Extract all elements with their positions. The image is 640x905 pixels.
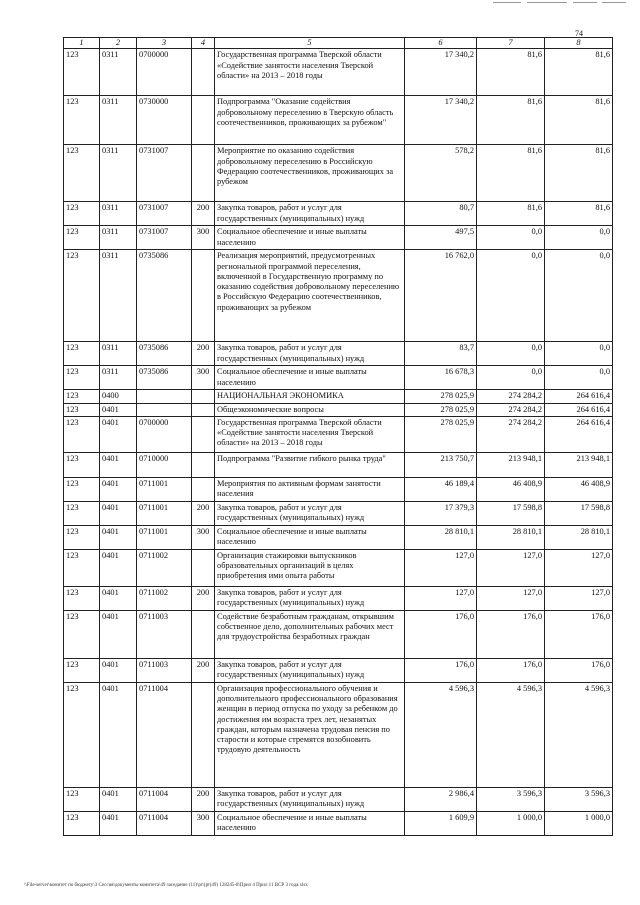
target-article-cell: 0711001 — [137, 525, 192, 549]
amount-2016-cell: 81,6 — [477, 145, 545, 202]
section-code-cell: 0401 — [100, 525, 137, 549]
expense-type-cell — [192, 403, 215, 416]
target-article-cell: 0735086 — [137, 366, 192, 390]
table-row — [64, 202, 613, 226]
admin-code-cell: 123 — [64, 342, 100, 366]
amount-2015-cell: 28 810,1 — [405, 525, 477, 549]
header-cell: 5 — [215, 38, 405, 49]
amount-2016-cell: 81,6 — [477, 202, 545, 226]
amount-2016-cell: 0,0 — [477, 366, 545, 390]
table-row — [64, 787, 613, 811]
target-article-cell: 0700000 — [137, 49, 192, 96]
amount-2017-cell: 1 000,0 — [545, 811, 613, 835]
target-article-cell — [137, 390, 192, 403]
section-code-cell: 0401 — [100, 477, 137, 501]
expense-type-cell — [192, 682, 215, 787]
amount-2015-cell: 127,0 — [405, 586, 477, 610]
item-name-cell: Государственная программа Тверской области «Содействие занятости населения Тверской области» на 2013 – 2018 годы — [215, 49, 405, 96]
expense-type-cell: 300 — [192, 226, 215, 250]
admin-code-cell: 123 — [64, 416, 100, 452]
target-article-cell: 0730000 — [137, 96, 192, 145]
expense-type-cell: 200 — [192, 658, 215, 682]
table-row — [64, 342, 613, 366]
amount-2016-cell: 0,0 — [477, 250, 545, 342]
amount-2015-cell: 278 025,9 — [405, 416, 477, 452]
admin-code-cell: 123 — [64, 202, 100, 226]
amount-2017-cell: 81,6 — [545, 96, 613, 145]
section-code-cell: 0401 — [100, 586, 137, 610]
expense-type-cell: 300 — [192, 366, 215, 390]
amount-2016-cell: 4 596,3 — [477, 682, 545, 787]
admin-code-cell: 123 — [64, 226, 100, 250]
admin-code-cell: 123 — [64, 586, 100, 610]
amount-2016-cell: 3 596,3 — [477, 787, 545, 811]
top-rule-2 — [527, 2, 567, 3]
amount-2017-cell: 127,0 — [545, 549, 613, 586]
item-name-cell: Закупка товаров, работ и услуг для государственных (муниципальных) нужд — [215, 342, 405, 366]
target-article-cell: 0711001 — [137, 477, 192, 501]
item-name-cell: Закупка товаров, работ и услуг для государственных (муниципальных) нужд — [215, 658, 405, 682]
amount-2017-cell: 81,6 — [545, 49, 613, 96]
amount-2015-cell: 83,7 — [405, 342, 477, 366]
target-article-cell: 0711004 — [137, 682, 192, 787]
table-row — [64, 586, 613, 610]
admin-code-cell: 123 — [64, 682, 100, 787]
item-name-cell: Социальное обеспечение и иные выплаты населению — [215, 366, 405, 390]
amount-2015-cell: 17 379,3 — [405, 501, 477, 525]
table-row — [64, 250, 613, 342]
section-code-cell: 0311 — [100, 202, 137, 226]
amount-2015-cell: 4 596,3 — [405, 682, 477, 787]
amount-2017-cell: 264 616,4 — [545, 403, 613, 416]
admin-code-cell: 123 — [64, 145, 100, 202]
table-row — [64, 610, 613, 658]
amount-2016-cell: 46 408,9 — [477, 477, 545, 501]
target-article-cell: 0731007 — [137, 226, 192, 250]
section-code-cell: 0311 — [100, 49, 137, 96]
amount-2016-cell: 1 000,0 — [477, 811, 545, 835]
admin-code-cell: 123 — [64, 403, 100, 416]
expense-type-cell — [192, 452, 215, 477]
item-name-cell: Организация профессионального обучения и дополнительного профессионального образования женщин в период отпуска по уходу за ребенком до достижения им возраста трех лет, незанятых граждан, которым назначена трудовая пенсия по старости и которые стремятся возобновить трудовую деятельность — [215, 682, 405, 787]
table-row — [64, 658, 613, 682]
section-code-cell: 0401 — [100, 416, 137, 452]
amount-2017-cell: 0,0 — [545, 342, 613, 366]
amount-2016-cell: 176,0 — [477, 610, 545, 658]
item-name-cell: Социальное обеспечение и иные выплаты населению — [215, 226, 405, 250]
expense-type-cell: 200 — [192, 787, 215, 811]
amount-2015-cell: 213 750,7 — [405, 452, 477, 477]
amount-2015-cell: 2 986,4 — [405, 787, 477, 811]
table-body — [64, 49, 613, 836]
amount-2017-cell: 0,0 — [545, 226, 613, 250]
amount-2016-cell: 274 284,2 — [477, 390, 545, 403]
header-cell: 2 — [100, 38, 137, 49]
item-name-cell: Мероприятия по активным формам занятости населения — [215, 477, 405, 501]
target-article-cell: 0711002 — [137, 549, 192, 586]
table-row — [64, 452, 613, 477]
item-name-cell: Содействие безработным гражданам, открывшим собственное дело, дополнительных рабочих мест для трудоустройства безработных граждан — [215, 610, 405, 658]
amount-2016-cell: 28 810,1 — [477, 525, 545, 549]
section-code-cell: 0401 — [100, 811, 137, 835]
admin-code-cell: 123 — [64, 549, 100, 586]
table-row — [64, 390, 613, 403]
item-name-cell: Организация стажировки выпускников образовательных организаций в целях приобретения ими опыта работы — [215, 549, 405, 586]
item-name-cell: Мероприятие по оказанию содействия добровольному переселению в Российскую Федерацию соотечественников, проживающих за рубежом — [215, 145, 405, 202]
admin-code-cell: 123 — [64, 811, 100, 835]
table-row — [64, 682, 613, 787]
expense-type-cell — [192, 250, 215, 342]
section-code-cell: 0401 — [100, 452, 137, 477]
amount-2015-cell: 578,2 — [405, 145, 477, 202]
amount-2016-cell: 81,6 — [477, 96, 545, 145]
section-code-cell: 0401 — [100, 549, 137, 586]
amount-2017-cell: 4 596,3 — [545, 682, 613, 787]
amount-2017-cell: 264 616,4 — [545, 390, 613, 403]
admin-code-cell: 123 — [64, 501, 100, 525]
table-row — [64, 525, 613, 549]
amount-2015-cell: 16 762,0 — [405, 250, 477, 342]
admin-code-cell: 123 — [64, 477, 100, 501]
top-rule-3 — [573, 2, 597, 3]
section-code-cell: 0311 — [100, 226, 137, 250]
header-cell: 8 — [545, 38, 613, 49]
amount-2016-cell: 274 284,2 — [477, 403, 545, 416]
item-name-cell: Закупка товаров, работ и услуг для государственных (муниципальных) нужд — [215, 202, 405, 226]
amount-2015-cell: 127,0 — [405, 549, 477, 586]
section-code-cell: 0311 — [100, 250, 137, 342]
header-cell: 7 — [477, 38, 545, 49]
amount-2015-cell: 278 025,9 — [405, 390, 477, 403]
admin-code-cell: 123 — [64, 250, 100, 342]
amount-2015-cell: 46 189,4 — [405, 477, 477, 501]
expense-type-cell — [192, 390, 215, 403]
section-code-cell: 0311 — [100, 96, 137, 145]
footer-file-path: \\File-server\комитет по бюджету\3 Сессия\документы комитета\49 заседание (11)\pr\(pr(49) 128245-8\Прил 4 Прил 11 ВСР 3 года.xlsx — [24, 883, 308, 888]
header-row — [64, 38, 613, 49]
amount-2015-cell: 176,0 — [405, 658, 477, 682]
admin-code-cell: 123 — [64, 658, 100, 682]
admin-code-cell: 123 — [64, 452, 100, 477]
header-cell: 6 — [405, 38, 477, 49]
amount-2017-cell: 213 948,1 — [545, 452, 613, 477]
amount-2015-cell: 278 025,9 — [405, 403, 477, 416]
section-code-cell: 0401 — [100, 610, 137, 658]
table-row — [64, 49, 613, 96]
top-rule-4 — [602, 2, 626, 3]
amount-2017-cell: 28 810,1 — [545, 525, 613, 549]
admin-code-cell: 123 — [64, 366, 100, 390]
page-number: 74 — [575, 29, 583, 38]
admin-code-cell: 123 — [64, 49, 100, 96]
target-article-cell: 0710000 — [137, 452, 192, 477]
table-row — [64, 226, 613, 250]
target-article-cell: 0711003 — [137, 610, 192, 658]
header-cell: 3 — [137, 38, 192, 49]
amount-2017-cell: 81,6 — [545, 145, 613, 202]
expense-type-cell: 300 — [192, 811, 215, 835]
item-name-cell: Реализация мероприятий, предусмотренных региональной программой переселения, включенной в Государственную программу по оказанию содействия добровольному переселению в Российскую Федерацию соотечественников, проживающих за рубежом — [215, 250, 405, 342]
amount-2017-cell: 264 616,4 — [545, 416, 613, 452]
section-code-cell: 0400 — [100, 390, 137, 403]
item-name-cell: Государственная программа Тверской области «Содействие занятости населения Тверской области» на 2013 – 2018 годы — [215, 416, 405, 452]
amount-2015-cell: 176,0 — [405, 610, 477, 658]
top-rule-1 — [493, 2, 521, 3]
amount-2016-cell: 0,0 — [477, 342, 545, 366]
target-article-cell: 0711004 — [137, 811, 192, 835]
amount-2017-cell: 0,0 — [545, 366, 613, 390]
target-article-cell: 0700000 — [137, 416, 192, 452]
target-article-cell: 0735086 — [137, 342, 192, 366]
target-article-cell: 0711003 — [137, 658, 192, 682]
amount-2017-cell: 176,0 — [545, 610, 613, 658]
header-cell: 1 — [64, 38, 100, 49]
amount-2017-cell: 0,0 — [545, 250, 613, 342]
admin-code-cell: 123 — [64, 787, 100, 811]
item-name-cell: Закупка товаров, работ и услуг для государственных (муниципальных) нужд — [215, 501, 405, 525]
amount-2015-cell: 16 678,3 — [405, 366, 477, 390]
expense-type-cell — [192, 610, 215, 658]
section-code-cell: 0311 — [100, 145, 137, 202]
section-code-cell: 0401 — [100, 403, 137, 416]
amount-2016-cell: 274 284,2 — [477, 416, 545, 452]
amount-2015-cell: 17 340,2 — [405, 49, 477, 96]
section-code-cell: 0401 — [100, 682, 137, 787]
amount-2016-cell: 127,0 — [477, 549, 545, 586]
section-code-cell: 0401 — [100, 658, 137, 682]
expense-type-cell — [192, 145, 215, 202]
header-cell: 4 — [192, 38, 215, 49]
item-name-cell: Закупка товаров, работ и услуг для государственных (муниципальных) нужд — [215, 787, 405, 811]
target-article-cell: 0711002 — [137, 586, 192, 610]
item-name-cell: Подпрограмма "Оказание содействия добровольному переселению в Тверскую область соотечественников, проживающих за рубежом" — [215, 96, 405, 145]
amount-2017-cell: 17 598,8 — [545, 501, 613, 525]
item-name-cell: Подпрограмма "Развитие гибкого рынка труда" — [215, 452, 405, 477]
expense-type-cell — [192, 477, 215, 501]
admin-code-cell: 123 — [64, 610, 100, 658]
expense-type-cell: 200 — [192, 202, 215, 226]
amount-2017-cell: 127,0 — [545, 586, 613, 610]
table-row — [64, 549, 613, 586]
amount-2015-cell: 80,7 — [405, 202, 477, 226]
amount-2017-cell: 46 408,9 — [545, 477, 613, 501]
table-row — [64, 811, 613, 835]
target-article-cell: 0711004 — [137, 787, 192, 811]
target-article-cell — [137, 403, 192, 416]
target-article-cell: 0731007 — [137, 202, 192, 226]
amount-2016-cell: 81,6 — [477, 49, 545, 96]
admin-code-cell: 123 — [64, 525, 100, 549]
expense-type-cell — [192, 416, 215, 452]
amount-2016-cell: 127,0 — [477, 586, 545, 610]
table-row — [64, 403, 613, 416]
amount-2015-cell: 497,5 — [405, 226, 477, 250]
expense-type-cell — [192, 549, 215, 586]
amount-2015-cell: 1 609,9 — [405, 811, 477, 835]
target-article-cell: 0711001 — [137, 501, 192, 525]
item-name-cell: Общеэкономические вопросы — [215, 403, 405, 416]
item-name-cell: Социальное обеспечение и иные выплаты населению — [215, 525, 405, 549]
table-row — [64, 477, 613, 501]
amount-2016-cell: 17 598,8 — [477, 501, 545, 525]
amount-2015-cell: 17 340,2 — [405, 96, 477, 145]
item-name-cell: Социальное обеспечение и иные выплаты населению — [215, 811, 405, 835]
table-row — [64, 501, 613, 525]
section-code-cell: 0401 — [100, 501, 137, 525]
expense-type-cell: 200 — [192, 501, 215, 525]
amount-2016-cell: 176,0 — [477, 658, 545, 682]
admin-code-cell: 123 — [64, 390, 100, 403]
expense-type-cell: 200 — [192, 342, 215, 366]
table-row — [64, 416, 613, 452]
target-article-cell: 0735086 — [137, 250, 192, 342]
expense-type-cell: 200 — [192, 586, 215, 610]
section-code-cell: 0401 — [100, 787, 137, 811]
amount-2016-cell: 0,0 — [477, 226, 545, 250]
item-name-cell: Закупка товаров, работ и услуг для государственных (муниципальных) нужд — [215, 586, 405, 610]
section-code-cell: 0311 — [100, 366, 137, 390]
table-row — [64, 366, 613, 390]
table-row — [64, 145, 613, 202]
budget-table — [63, 37, 613, 836]
table-row — [64, 96, 613, 145]
target-article-cell: 0731007 — [137, 145, 192, 202]
item-name-cell: НАЦИОНАЛЬНАЯ ЭКОНОМИКА — [215, 390, 405, 403]
amount-2017-cell: 3 596,3 — [545, 787, 613, 811]
expense-type-cell: 300 — [192, 525, 215, 549]
amount-2017-cell: 176,0 — [545, 658, 613, 682]
expense-type-cell — [192, 96, 215, 145]
admin-code-cell: 123 — [64, 96, 100, 145]
amount-2016-cell: 213 948,1 — [477, 452, 545, 477]
section-code-cell: 0311 — [100, 342, 137, 366]
expense-type-cell — [192, 49, 215, 96]
amount-2017-cell: 81,6 — [545, 202, 613, 226]
